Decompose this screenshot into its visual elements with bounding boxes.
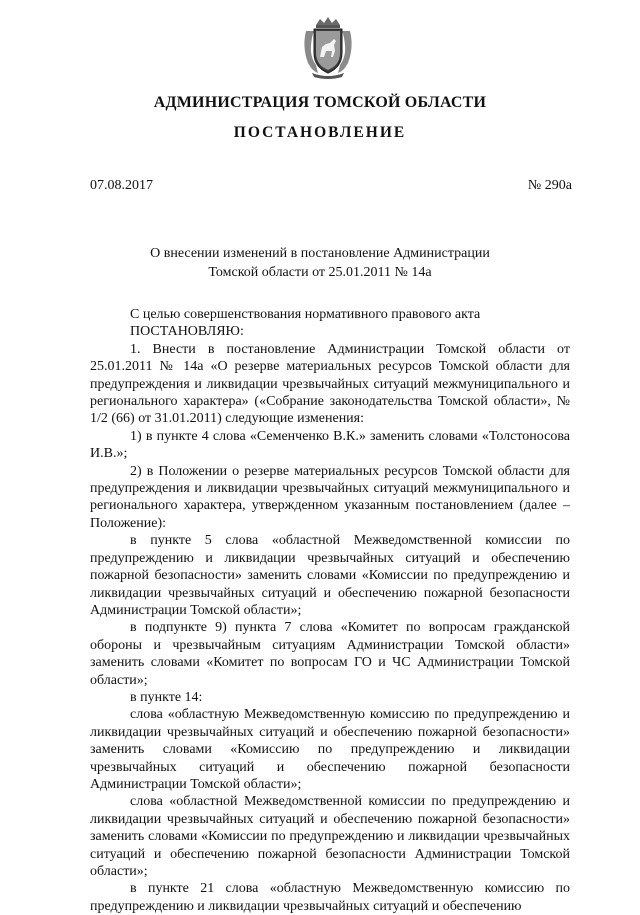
organization-title: АДМИНИСТРАЦИЯ ТОМСКОЙ ОБЛАСТИ	[153, 94, 487, 111]
document-body	[90, 306, 570, 915]
body-paragraph: 2) в Положении о резерве материальных ресурсов Томской области для предупреждения и ликвидации чрезвычайных ситуаций межмуниципального и регионального характера, утвержденном указанным постановлением (далее – Положение):	[90, 463, 570, 531]
body-paragraph: в подпункте 9) пункта 7 слова «Комитет по вопросам гражданской обороны и чрезвычайным ситуациям Администрации Томской области» заменить словами «Комитет по вопросам ГО и ЧС Администрации Томской области»;	[90, 620, 570, 688]
subject-line-2: Томской области от 25.01.2011 № 14а	[208, 265, 432, 280]
body-paragraph: слова «областную Межведомственную комиссию по предупреждению и ликвидации чрезвычайных ситуаций и обеспечению пожарной безопасности» заменить словами «Комиссию по предупреждению и ликвидации чрезвычайных ситуаций и обеспечению пожарной безопасности Администрации Томской области»;	[90, 707, 570, 792]
document-subject	[0, 244, 640, 282]
body-paragraph: слова «областной Межведомственной комиссии по предупреждению и ликвидации чрезвычайных ситуаций и обеспечению пожарной безопасности» заменить словами «Комиссии по предупреждению и ликвидации чрезвычайных ситуаций и обеспечению пожарной безопасности Администрации Томской области»;	[90, 794, 570, 879]
body-paragraph: С целью совершенствования нормативного правового акта	[130, 307, 481, 322]
document-number: № 290а	[527, 178, 572, 193]
body-paragraph: 1. Внести в постановление Администрации Томской области от 25.01.2011 № 14а «О резерве материальных ресурсов Томской области для предупреждения и ликвидации чрезвычайных ситуаций межмуниципального и регионального характера» («Собрание законодательства Томской области», № 1/2 (66) от 31.01.2011) следующие изменения:	[90, 341, 570, 427]
body-paragraph: ПОСТАНОВЛЯЮ:	[130, 324, 244, 340]
tomsk-coat-of-arms-icon	[302, 17, 354, 79]
body-paragraph: 1) в пункте 4 слова «Семенченко В.К.» заменить словами «Толстоносова И.В.»;	[90, 428, 570, 462]
subject-line-1: О внесении изменений в постановление Администрации	[150, 246, 490, 261]
document-type-title: ПОСТАНОВЛЕНИЕ	[233, 124, 407, 141]
body-paragraph: в пункте 21 слова «областную Межведомственную комиссию по предупреждению и ликвидации чрезвычайных ситуаций и обеспечению	[90, 881, 570, 914]
document-date: 07.08.2017	[90, 178, 153, 193]
body-paragraph: в пункте 14:	[130, 689, 203, 705]
body-paragraph: в пункте 5 слова «областной Межведомственной комиссии по предупреждению и ликвидации чрезвычайных ситуаций и обеспечению пожарной безопасности» заменить словами «Комиссии по предупреждению и ликвидации чрезвычайных ситуаций и обеспечению пожарной безопасности Администрации Томской области»;	[90, 533, 570, 618]
